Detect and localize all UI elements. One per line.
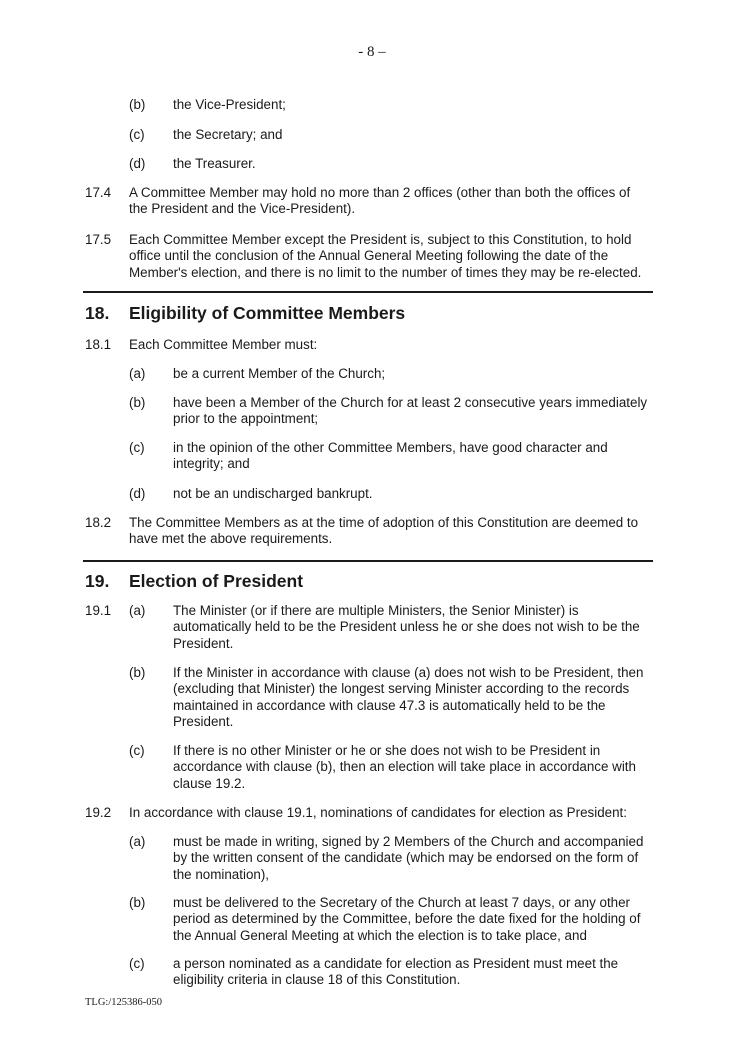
clause-number: 17.4	[85, 185, 112, 200]
item-text: the Secretary; and	[173, 127, 283, 142]
item-label: (c)	[129, 440, 145, 455]
item-text: a person nominated as a candidate for election as President must meet the eligibility criteria in clause 18 of this Constitution.	[173, 956, 619, 988]
clause-text: A Committee Member may hold no more than 2 offices (other than both the offices of the President and the Vice-President).	[129, 185, 631, 217]
item-text: the Vice-President;	[173, 97, 286, 112]
section-number: 19.	[85, 571, 110, 591]
item-label: (b)	[129, 97, 146, 112]
item-text: the Treasurer.	[173, 156, 256, 171]
item-label: (a)	[129, 834, 146, 849]
section-number: 18.	[85, 303, 110, 323]
item-text: must be made in writing, signed by 2 Members of the Church and accompanied by the written consent of the candidate (which may be endorsed on the form of the nomination),	[173, 834, 644, 882]
clause-text: Each Committee Member except the President is, subject to this Constitution, to hold office until the conclusion of the Annual General Meeting following the date of the Member's election, and there is no limit to the number of times they may be re-elected.	[129, 232, 642, 280]
item-text: If there is no other Minister or he or she does not wish to be President in accordance with clause (b), then an election will take place in accordance with clause 19.2.	[173, 743, 636, 791]
document-reference: TLG:/125386-050	[85, 997, 162, 1008]
item-label: (a)	[129, 366, 146, 381]
item-label: (a)	[129, 603, 146, 618]
clause-number: 18.2	[85, 515, 112, 530]
clause-number: 19.2	[85, 805, 112, 820]
item-text: not be an undischarged bankrupt.	[173, 486, 373, 501]
item-label: (c)	[129, 956, 145, 971]
clause-text: Each Committee Member must:	[129, 337, 318, 352]
clause-text: The Committee Members as at the time of adoption of this Constitution are deemed to have met the above requirements.	[129, 515, 639, 547]
item-label: (d)	[129, 486, 146, 501]
section-title: Eligibility of Committee Members	[129, 303, 406, 323]
section-title: Election of President	[129, 571, 304, 591]
item-label: (c)	[129, 743, 145, 758]
clause-number: 19.1	[85, 603, 112, 618]
item-label: (b)	[129, 665, 146, 680]
item-label: (c)	[129, 127, 145, 142]
item-text: have been a Member of the Church for at least 2 consecutive years immediately prior to the appointment;	[173, 395, 648, 427]
item-text: be a current Member of the Church;	[173, 366, 386, 381]
item-label: (b)	[129, 895, 146, 910]
clause-text: In accordance with clause 19.1, nominations of candidates for election as President:	[129, 805, 627, 820]
item-text: If the Minister in accordance with clause (a) does not wish to be President, then (excluding that Minister) the longest serving Minister according to the records maintained in accordance with clause 47.3 is automatically held to be the President.	[173, 665, 644, 729]
item-text: must be delivered to the Secretary of the Church at least 7 days, or any other period as determined by the Committee, before the date fixed for the holding of the Annual General Meeting at which the election is to take place, and	[173, 895, 641, 943]
clause-number: 17.5	[85, 232, 112, 247]
clause-number: 18.1	[85, 337, 112, 352]
item-label: (d)	[129, 156, 146, 171]
section-divider	[83, 291, 653, 293]
item-text: in the opinion of the other Committee Members, have good character and integrity; and	[173, 440, 608, 472]
section-divider	[83, 560, 653, 562]
item-label: (b)	[129, 395, 146, 410]
page-number: - 8 –	[358, 44, 386, 60]
item-text: The Minister (or if there are multiple Ministers, the Senior Minister) is automatically held to be the President unless he or she does not wish to be the President.	[173, 603, 640, 651]
